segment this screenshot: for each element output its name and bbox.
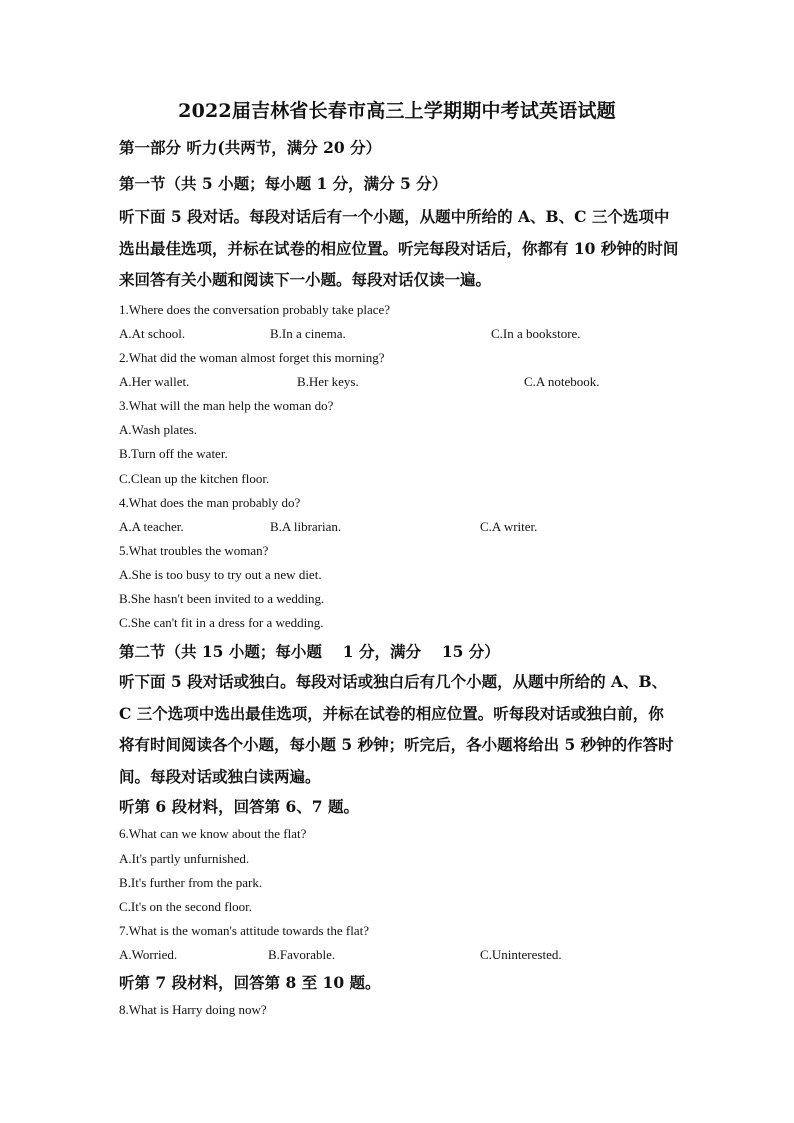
question-option: C.It's on the second floor. (119, 899, 253, 914)
question-option: C.Clean up the kitchen floor. (119, 471, 270, 486)
question-option: B.In a cinema. (270, 326, 346, 341)
question-option: B.Her keys. (297, 374, 359, 389)
question-stem: 5.What troubles the woman? (119, 543, 269, 558)
question-option: A.She is too busy to try out a new diet. (119, 567, 322, 582)
question-option: A.Worried. (119, 947, 178, 962)
question-option: B.Favorable. (268, 947, 336, 962)
section2-instructions: 听下面 5 段对话或独白。每段对话或独白后有几个小题，从题中所给的 A、B、C 三个选项中选出最佳选项，并标在试卷的相应位置。听每段对话或独白前，你将有时间阅读各个小题，每小题 5 秒钟；听完后，各小题将给出 5 秒钟的作答时间。每段对话或独白读两遍。 (119, 672, 674, 786)
question-option: C.In a bookstore. (491, 326, 581, 341)
question-stem: 4.What does the man probably do? (119, 495, 301, 510)
question-option: A.It's partly unfurnished. (119, 851, 250, 866)
question-stem: 7.What is the woman's attitude towards the flat? (119, 923, 369, 938)
section1-instructions: 听下面 5 段对话。每段对话后有一个小题，从题中所给的 A、B、C 三个选项中选出最佳选项，并标在试卷的相应位置。听完每段对话后，你都有 10 秒钟的时间来回答有关小题和阅读下一小题。每段对话仅读一遍。 (119, 207, 679, 289)
question-option: A.A teacher. (119, 519, 184, 534)
material7-heading: 听第 7 段材料，回答第 8 至 10 题。 (119, 973, 381, 992)
question-stem: 3.What will the man help the woman do? (119, 398, 334, 413)
question-option: C.Uninterested. (480, 947, 562, 962)
section1-heading: 第一节（共 5 小题；每小题 1 分，满分 5 分） (119, 174, 448, 193)
section2-heading: 第二节（共 15 小题；每小题 1 分，满分 15 分） (119, 642, 500, 661)
question-stem: 2.What did the woman almost forget this morning? (119, 350, 385, 365)
question-option: C.She can't fit in a dress for a wedding. (119, 615, 324, 630)
question-option: B.She hasn't been invited to a wedding. (119, 591, 325, 606)
part1-heading: 第一部分 听力(共两节，满分 20 分） (119, 138, 382, 157)
question-option: B.It's further from the park. (119, 875, 263, 890)
question-stem: 6.What can we know about the flat? (119, 826, 307, 841)
question-stem: 8.What is Harry doing now? (119, 1002, 267, 1017)
question-option: A.Her wallet. (119, 374, 190, 389)
question-option: A.Wash plates. (119, 422, 198, 437)
question-option: A.At school. (119, 326, 186, 341)
question-option: B.Turn off the water. (119, 446, 228, 461)
document-title: 2022届吉林省长春市高三上学期期中考试英语试题 (178, 100, 616, 122)
question-stem: 1.Where does the conversation probably take place? (119, 302, 391, 317)
material6-heading: 听第 6 段材料，回答第 6、7 题。 (119, 797, 359, 816)
question-option: C.A writer. (480, 519, 538, 534)
question-option: B.A librarian. (270, 519, 342, 534)
question-option: C.A notebook. (524, 374, 600, 389)
